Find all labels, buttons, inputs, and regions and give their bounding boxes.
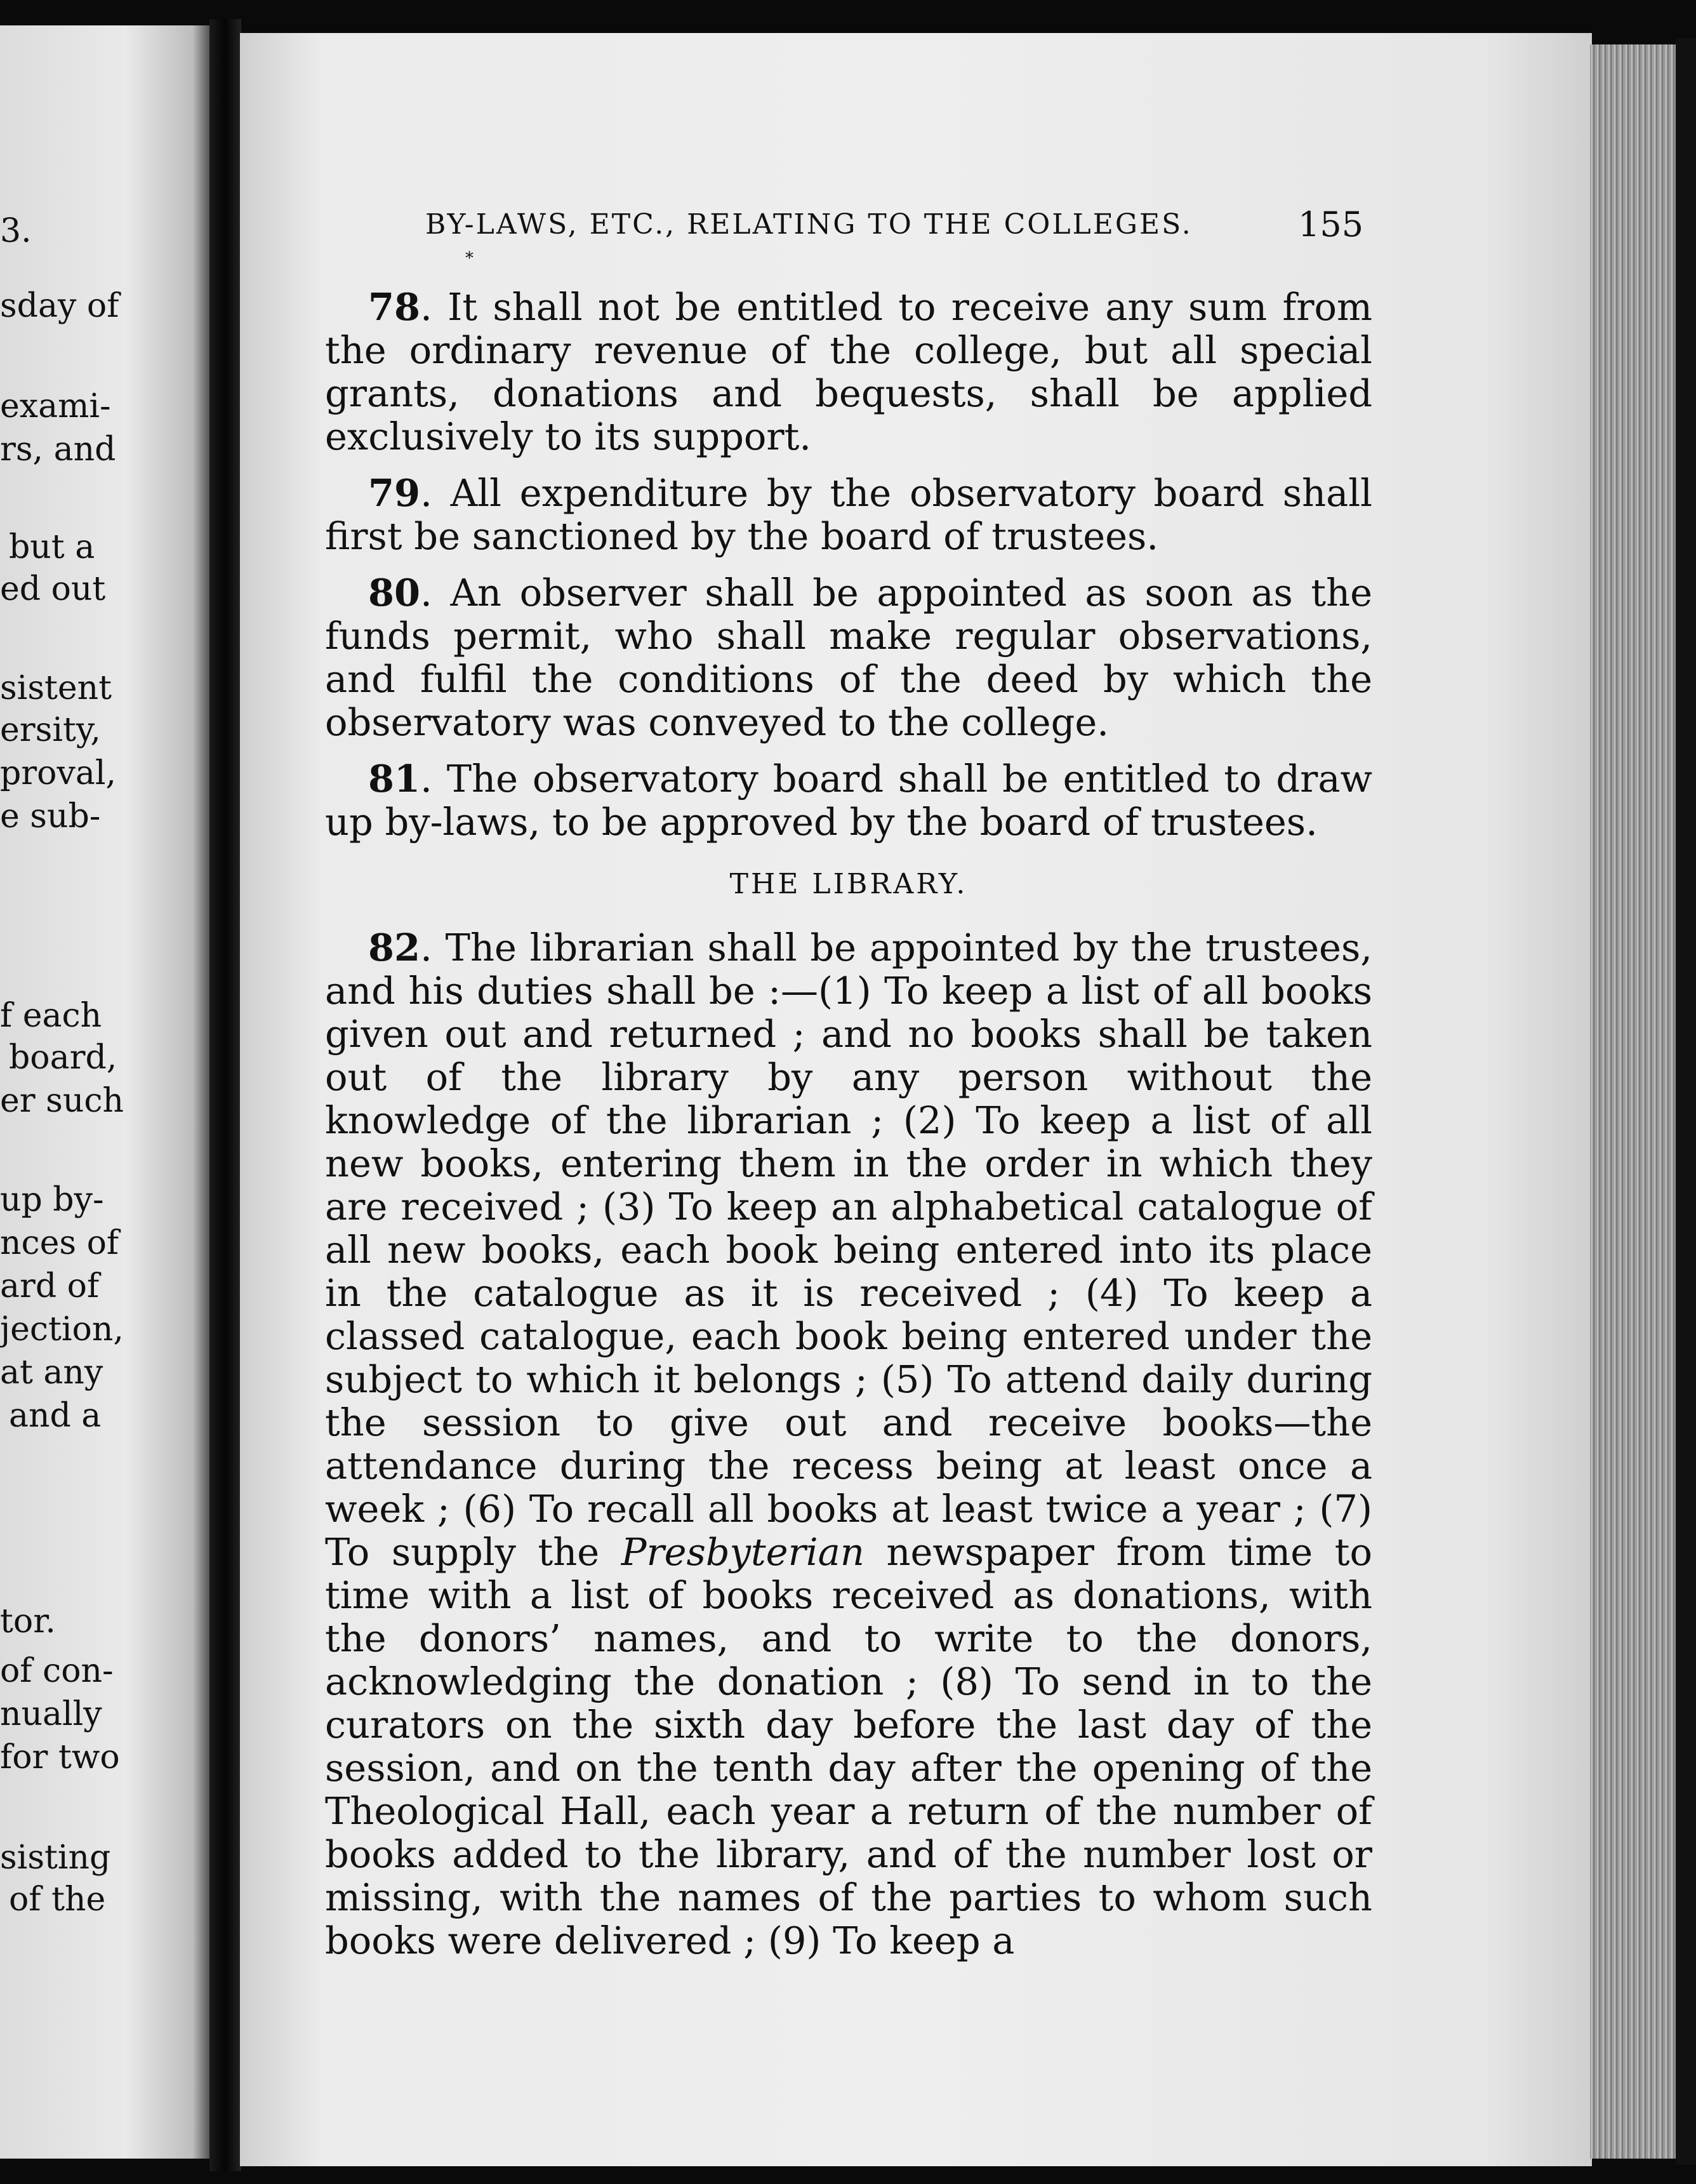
left-fragment: board, — [9, 1039, 117, 1077]
paragraph-78 — [325, 286, 1372, 458]
section-number: 81 — [368, 757, 421, 801]
page-number: 155 — [1298, 204, 1364, 244]
paragraph-text: . An observer shall be appointed as soon as the funds permit, who shall make regular observations, and fulfil the conditions of the deed by which the observatory was conveyed to the college. — [325, 571, 1372, 744]
section-number: 82 — [368, 926, 421, 969]
paragraph-text: . The observatory board shall be entitled to draw up by-laws, to be approved by the board of trustees. — [325, 757, 1372, 844]
left-fragment: proval, — [0, 754, 116, 792]
left-fragment: and a — [9, 1397, 102, 1435]
left-fragment: jection, — [0, 1310, 124, 1348]
left-fragment: tor. — [0, 1602, 56, 1641]
page-edges — [1590, 44, 1685, 2159]
left-fragment: ed out — [0, 570, 106, 608]
left-fragment: f each — [0, 997, 102, 1035]
left-fragment: 3. — [0, 212, 32, 250]
left-fragment: sisting — [0, 1839, 111, 1877]
left-fragment: ersity, — [0, 711, 101, 749]
edge-shadow — [1676, 38, 1696, 2165]
paragraph-text: . It shall not be entitled to receive any sum from the ordinary revenue of the college, but all special grants, donations and bequests, shall be applied exclusively to its support. — [325, 285, 1372, 458]
book-gutter — [209, 19, 241, 2171]
left-fragment: sistent — [0, 669, 112, 707]
paragraph-text-continued: newspaper from time to time with a list of books received as donations, with the donors’ names, and to write to the donors, acknowledging the donation ; (8) To send in to the curators on the sixth day before the last day of the session, and on the tenth day after the opening of the Theological Hall, each year a return of the number of books added to the library, and of the number lost or missing, with the names of the parties to whom such books were delivered ; (9) To keep a — [325, 1530, 1372, 1962]
left-fragment: nces of — [0, 1224, 119, 1262]
left-fragment: nually — [0, 1695, 102, 1733]
left-fragment: exami- — [0, 387, 111, 425]
left-fragment: e sub- — [0, 797, 101, 836]
left-fragment: of the — [9, 1881, 106, 1919]
left-fragment: er such — [0, 1082, 124, 1120]
left-fragment: up by- — [0, 1181, 104, 1219]
left-fragment: rs, and — [0, 430, 116, 469]
newspaper-title: Presbyterian — [621, 1530, 865, 1574]
paragraph-text: . All expenditure by the observatory board shall first be sanctioned by the board of trustees. — [325, 471, 1372, 558]
left-fragment: at any — [0, 1354, 103, 1392]
left-fragment: of con- — [0, 1652, 114, 1690]
paragraph-text: . The librarian shall be appointed by the trustees, and his duties shall be :—(1) To keep a list of all books given out and returned ; and no books shall be taken out of the library by any person without the knowledge of the librarian ; (2) To keep a list of all new books, entering them in the order in which they are received ; (3) To keep an alphabetical catalogue of all new books, each book being entered into its place in the catalogue as it is received ; (4) To keep a classed catalogue, each book being entered under the subject to which it belongs ; (5) To attend daily during the session to give out and receive books—the attendance during the recess being at least once a week ; (6) To recall all books at least twice a year ; (7) To supply the — [325, 926, 1372, 1574]
section-number: 80 — [368, 571, 421, 615]
running-head: BY-LAWS, ETC., RELATING TO THE COLLEGES. — [425, 208, 1193, 241]
page-body — [325, 286, 1372, 1962]
left-fragment: for two — [0, 1738, 120, 1776]
left-fragment: sday of — [0, 287, 119, 325]
paragraph-80 — [325, 571, 1372, 744]
section-heading-library: THE LIBRARY. — [729, 868, 968, 900]
paragraph-79 — [325, 472, 1372, 558]
left-fragment: ard of — [0, 1267, 100, 1305]
print-mark: * — [465, 249, 474, 268]
section-number: 78 — [368, 285, 421, 329]
section-number: 79 — [368, 471, 421, 515]
paragraph-81 — [325, 757, 1372, 844]
left-fragment: but a — [9, 528, 95, 566]
paragraph-82 — [325, 926, 1372, 1962]
